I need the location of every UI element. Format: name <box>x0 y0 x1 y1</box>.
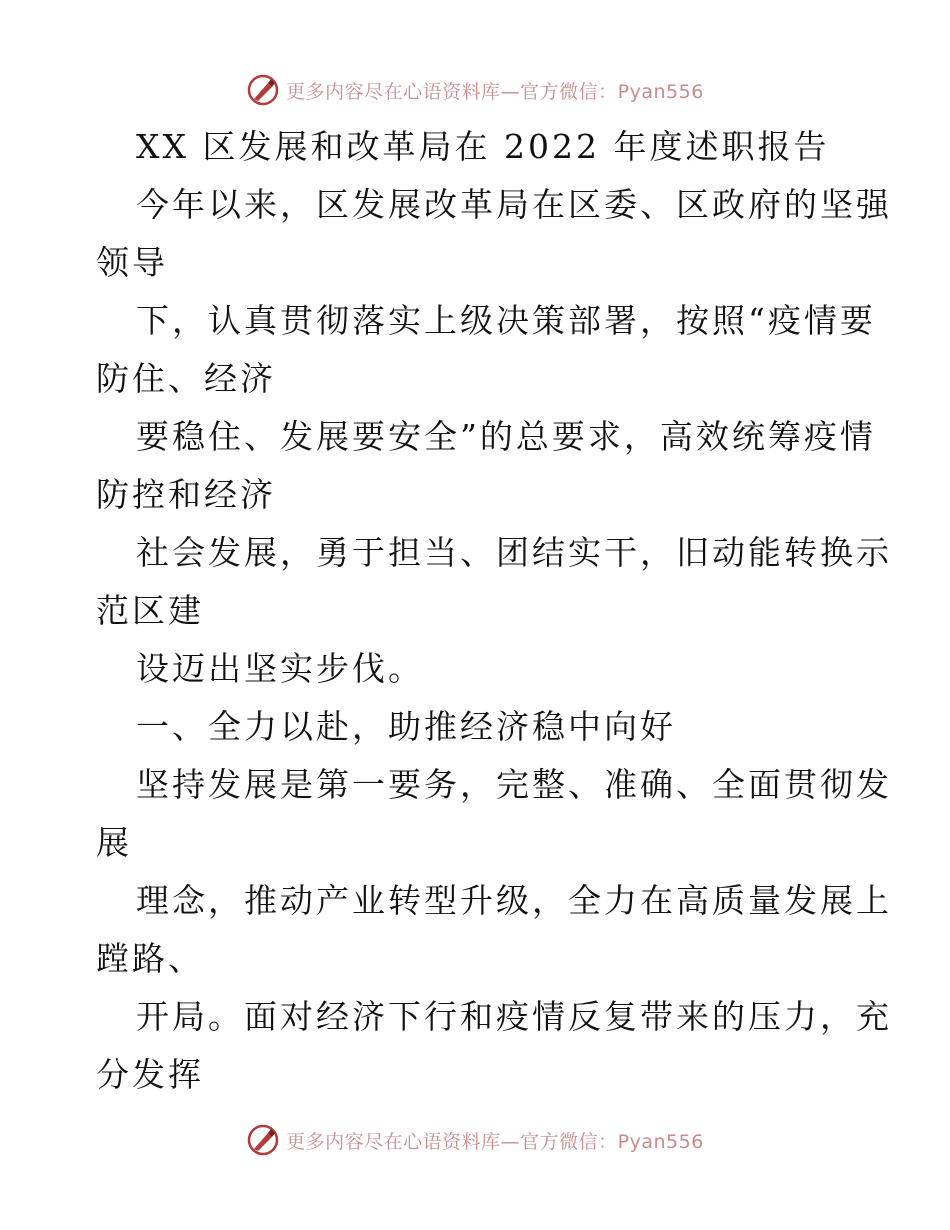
text-line: 理念，推动产业转型升级，全力在高质量发展上 <box>136 881 892 920</box>
text-line: 设迈出坚实步伐。 <box>136 649 424 688</box>
text-line: XX 区发展和改革局在 2022 年度述职报告 <box>136 127 830 166</box>
text-line: 范区建 <box>96 591 204 630</box>
text-line: 要稳住、发展要安全”的总要求，高效统筹疫情 <box>136 417 876 456</box>
text-line: 防住、经济 <box>96 359 276 398</box>
text-line: 一、全力以赴，助推经济稳中向好 <box>136 707 676 746</box>
text-line: 展 <box>96 823 132 862</box>
text-line: 防控和经济 <box>96 475 276 514</box>
pen-logo-icon <box>246 73 280 107</box>
text-line: 领导 <box>96 243 168 282</box>
watermark-text: 更多内容尽在心语资料库—官方微信：Pyan556 <box>286 1130 704 1153</box>
pen-logo-icon <box>246 1123 280 1157</box>
document-body <box>96 118 892 1104</box>
text-line: 下，认真贯彻落实上级决策部署，按照“疫情要 <box>136 301 876 340</box>
text-line: 开局。面对经济下行和疫情反复带来的压力，充 <box>136 997 892 1036</box>
watermark-text: 更多内容尽在心语资料库—官方微信：Pyan556 <box>286 80 704 103</box>
watermark-header <box>0 70 950 110</box>
text-line: 今年以来，区发展改革局在区委、区政府的坚强 <box>136 185 892 224</box>
text-line: 社会发展，勇于担当、团结实干，旧动能转换示 <box>136 533 892 572</box>
watermark-footer <box>0 1120 950 1160</box>
text-line: 坚持发展是第一要务，完整、准确、全面贯彻发 <box>136 765 892 804</box>
text-line: 分发挥 <box>96 1055 204 1094</box>
text-line: 蹚路、 <box>96 939 204 978</box>
